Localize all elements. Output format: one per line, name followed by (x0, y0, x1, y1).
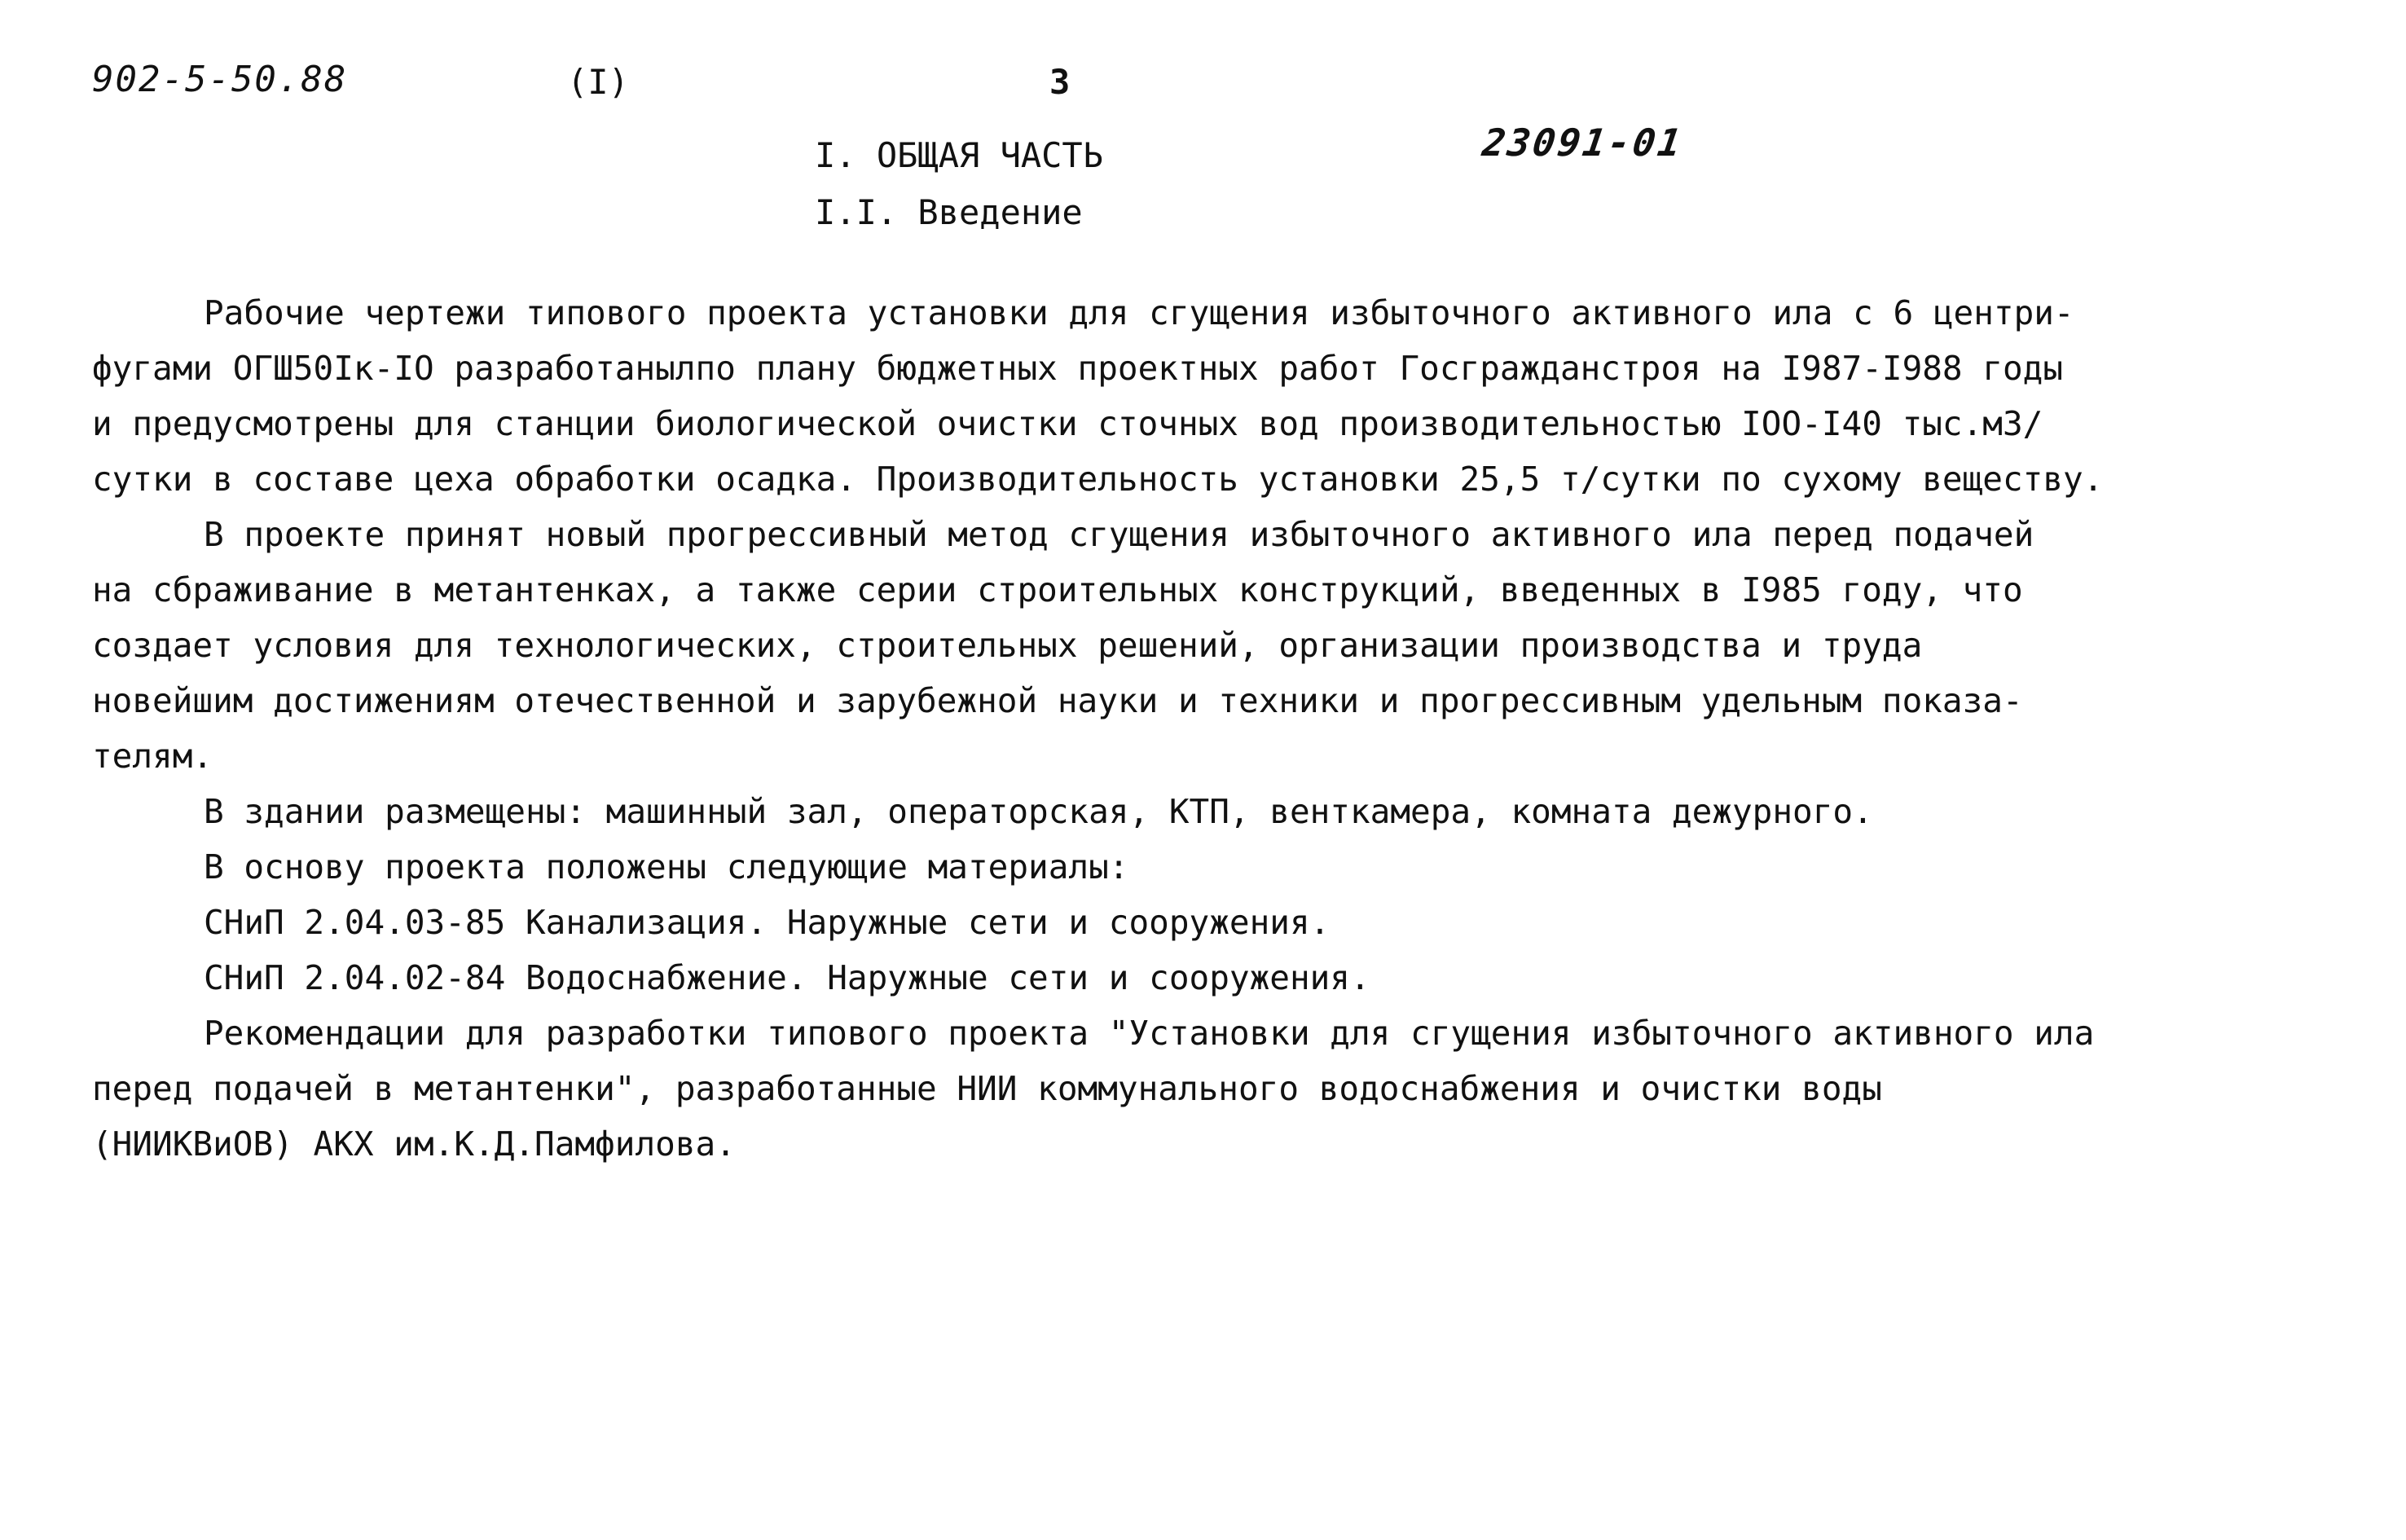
paragraph-line: В проекте принят новый прогрессивный метод сгущения избыточного активного ила перед подачей (204, 515, 2034, 554)
paragraph-line: (НИИКВиОВ) АКХ им.К.Д.Памфилова. (92, 1124, 736, 1164)
reference-line: СНиП 2.04.03-85 Канализация. Наружные сети и сооружения. (204, 903, 1331, 942)
handwritten-stamp: 23091-01 (1480, 121, 1687, 165)
paragraph-line: фугами ОГШ50Iк-IO разработанылпо плану бюджетных проектных работ Госгражданстроя на I987-I988 годы (92, 349, 2064, 388)
paragraph-line: сутки в составе цеха обработки осадка. Производительность установки 25,5 т/сутки по сухому веществу. (92, 460, 2104, 499)
paragraph-line: на сбраживание в метантенках, а также серии строительных конструкций, введенных в I985 году, что (92, 570, 2023, 609)
subsection-title: I.I. Введение (815, 192, 1083, 232)
paragraph-line: создает условия для технологических, строительных решений, организации производства и труда (92, 626, 1923, 665)
paragraph-line: Рабочие чертежи типового проекта установки для сгущения избыточного активного ила с 6 центри- (204, 293, 2074, 332)
paragraph-line: Рекомендации для разработки типового проекта "Установки для сгущения избыточного активного ила (204, 1014, 2095, 1053)
page-number: 3 (1049, 62, 1071, 102)
paragraph-line: телям. (92, 737, 213, 776)
body-text (92, 285, 2341, 1172)
paragraph-line: и предусмотрены для станции биологической очистки сточных вод производительностью IOO-I40 тыс.м3/ (92, 404, 2043, 443)
paragraph-line: новейшим достижениям отечественной и зарубежной науки и техники и прогрессивным удельным показа- (92, 681, 2023, 720)
paragraph-line: В основу проекта положены следующие материалы: (204, 847, 1129, 887)
section-title: I. ОБЩАЯ ЧАСТЬ (815, 135, 1104, 175)
reference-line: СНиП 2.04.02-84 Водоснабжение. Наружные сети и сооружения. (204, 958, 1370, 997)
sheet-mark: (I) (567, 62, 629, 102)
paragraph-line: В здании размещены: машинный зал, операторская, КТП, венткамера, комната дежурного. (204, 792, 1873, 831)
document-code: 902-5-50.88 (92, 59, 348, 100)
paragraph-line: перед подачей в метантенки", разработанные НИИ коммунального водоснабжения и очистки воды (92, 1069, 1882, 1108)
